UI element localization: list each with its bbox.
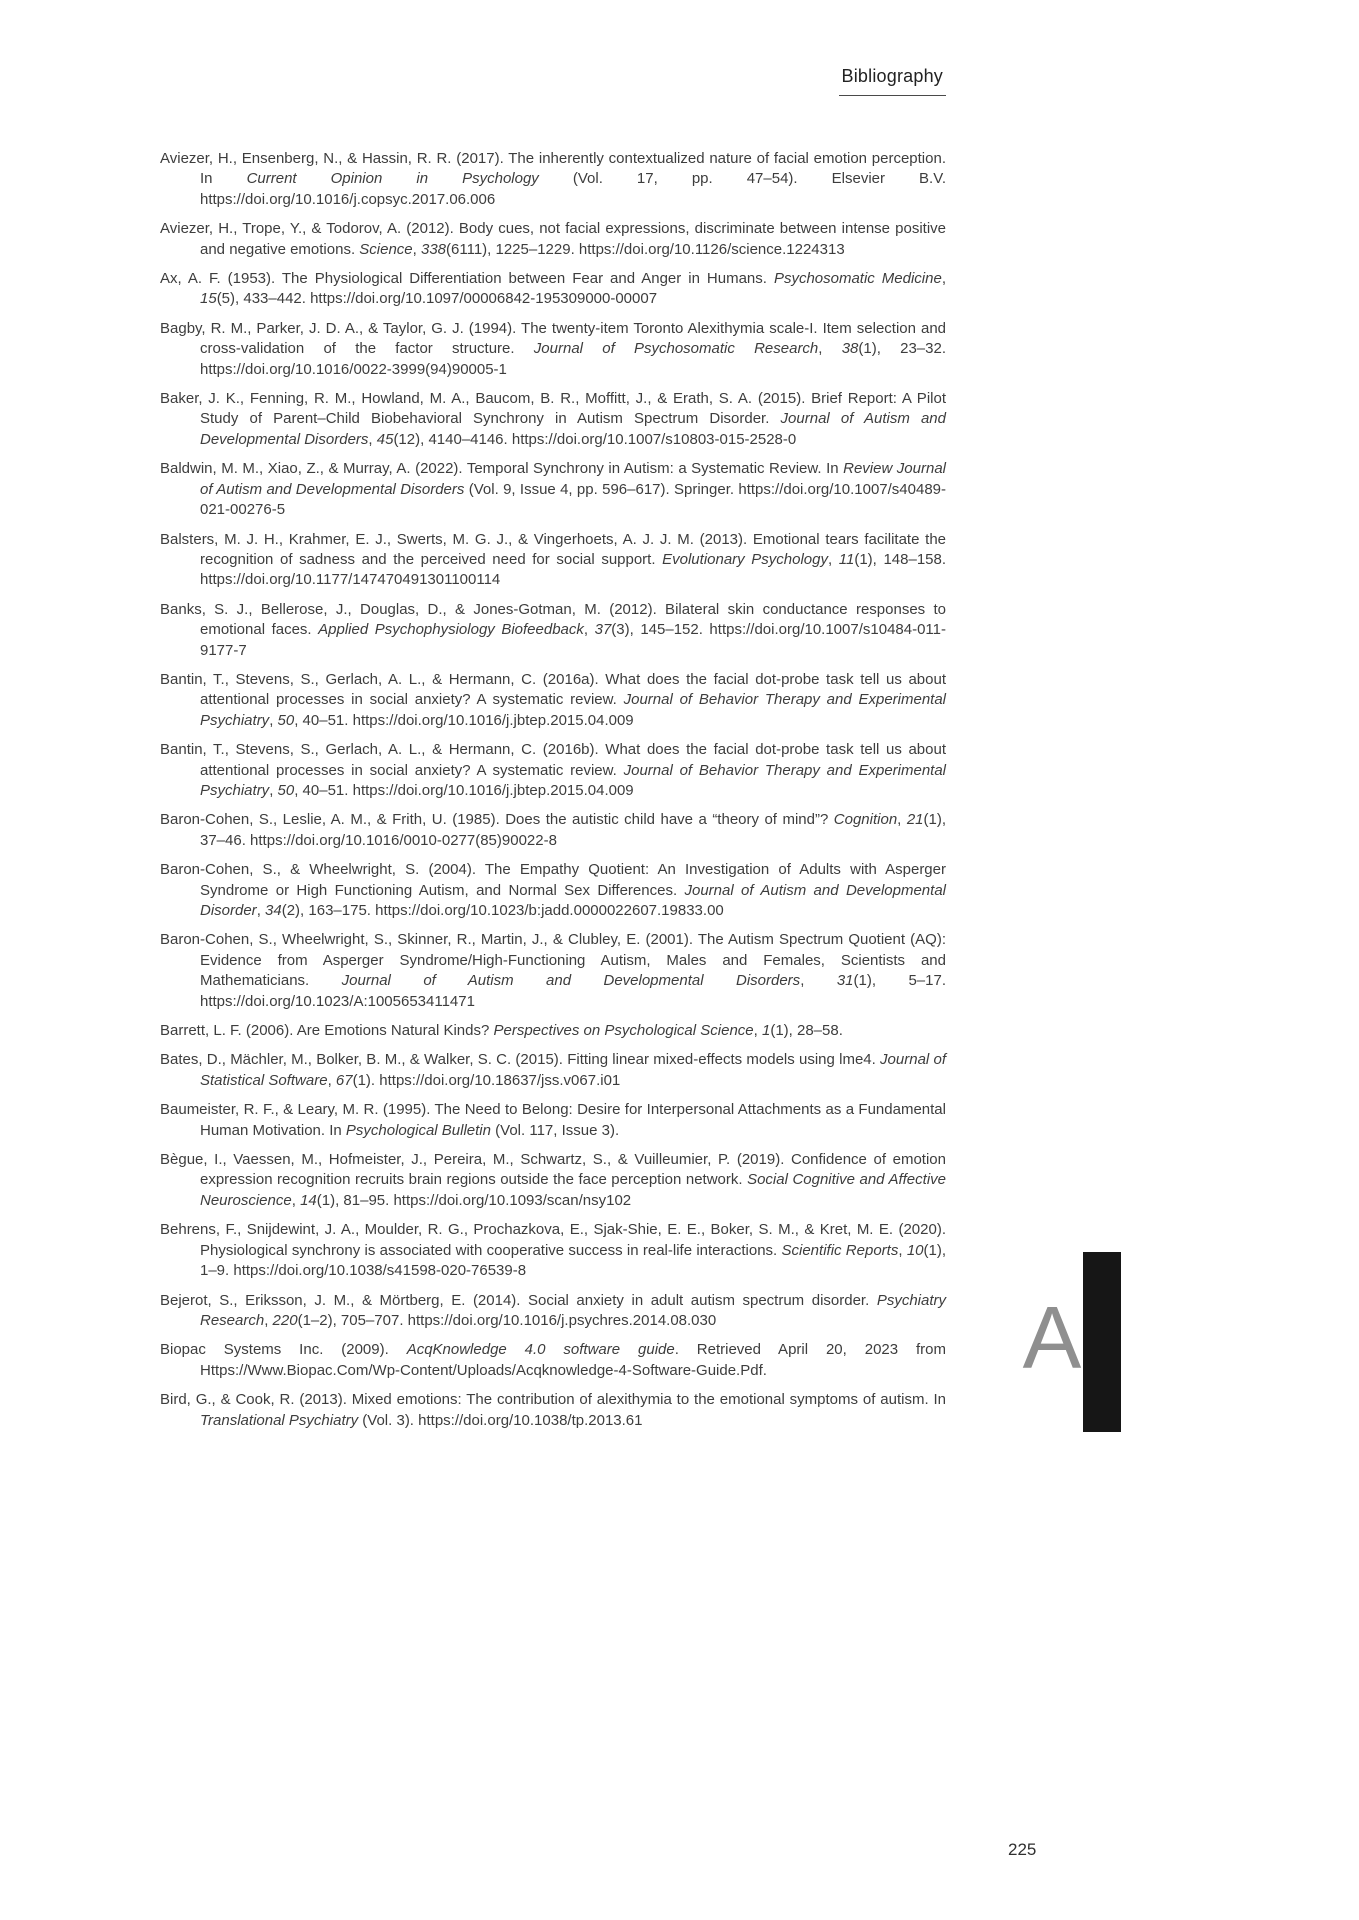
reference-text-segment: (1), 1–9. https://doi.org/10.1038/s41598-020-76539-8: [200, 1241, 946, 1280]
page-header: [839, 66, 946, 96]
reference-italic-segment: 34: [265, 902, 282, 919]
reference-text-segment: ,: [898, 1241, 907, 1259]
reference-italic-segment: Journal of Statistical Software: [200, 1051, 947, 1089]
reference-italic-segment: Psychiatry Research: [200, 1291, 946, 1329]
reference-italic-segment: Review Journal of Autism and Developmental Disorders: [200, 460, 947, 498]
reference-text-segment: Biopac Systems Inc. (2009).: [160, 1341, 407, 1359]
reference-entry: [160, 219, 946, 260]
reference-entry: [160, 530, 946, 591]
reference-italic-segment: Journal of Behavior Therapy and Experimental Psychiatry: [200, 761, 947, 799]
reference-text-segment: Baker, J. K., Fenning, R. M., Howland, M. A., Baucom, B. R., Moffitt, J., & Erath, S. A. (2015). Brief Report: A Pilot Study of Parent–Child Biobehavioral Synchrony in Autism Spectrum Disorder.: [160, 390, 946, 428]
reference-italic-segment: 67: [335, 1071, 353, 1089]
reference-text-segment: Baron-Cohen, S., & Wheelwright, S. (2004). The Empathy Quotient: An Investigation of Adults with Asperger Syndrome or High Functioning Autism, and Normal Sex Differences.: [160, 861, 946, 899]
reference-text-segment: Bantin, T., Stevens, S., Gerlach, A. L., & Hermann, C. (2016b). What does the facial dot-probe task tell us about attentional processes in social anxiety? A systematic review.: [160, 741, 946, 779]
reference-text-segment: ,: [583, 621, 595, 639]
reference-text-segment: (1), 148–158. https://doi.org/10.1177/147470491301100114: [200, 550, 947, 589]
reference-text-segment: (1), 5–17. https://doi.org/10.1023/A:1005653411471: [200, 972, 946, 1010]
reference-entry: [160, 670, 946, 731]
reference-entry: [160, 1050, 946, 1091]
reference-text-segment: Bejerot, S., Eriksson, J. M., & Mörtberg, E. (2014). Social anxiety in adult autism spectrum disorder.: [160, 1291, 877, 1309]
reference-italic-segment: Applied Psychophysiology Biofeedback: [318, 621, 584, 639]
reference-entry: [160, 1340, 946, 1381]
reference-italic-segment: 338: [421, 240, 447, 258]
reference-text-segment: Bates, D., Mächler, M., Bolker, B. M., & Walker, S. C. (2015). Fitting linear mixed-effects models using lme4.: [160, 1051, 881, 1069]
reference-entry: [160, 930, 946, 1012]
reference-entry: [160, 269, 946, 310]
section-tab-bar: [1083, 1252, 1121, 1432]
reference-italic-segment: 38: [841, 340, 859, 358]
reference-italic-segment: Evolutionary Psychology: [662, 550, 828, 568]
reference-italic-segment: 220: [272, 1311, 298, 1329]
reference-entry: [160, 149, 946, 210]
reference-italic-segment: Journal of Behavior Therapy and Experimental Psychiatry: [200, 691, 947, 729]
reference-text-segment: ,: [368, 430, 377, 448]
reference-entry: [160, 389, 946, 450]
reference-text-segment: Baron-Cohen, S., Wheelwright, S., Skinner, R., Martin, J., & Clubley, E. (2001). The Autism Spectrum Quotient (AQ): Evidence from Asperger Syndrome/High-Functioning Autism, Males and Females, Scientists and Mathematicians.: [160, 931, 946, 990]
reference-text-segment: Bagby, R. M., Parker, J. D. A., & Taylor, G. J. (1994). The twenty-item Toronto Alexithymia scale-I. Item selection and cross-validation of the factor structure.: [160, 319, 946, 358]
reference-italic-segment: Journal of Autism and Developmental Disorder: [200, 881, 946, 919]
reference-italic-segment: Cognition: [833, 811, 898, 829]
reference-italic-segment: 31: [836, 972, 854, 990]
reference-entry: [160, 1100, 946, 1141]
reference-text-segment: (5), 433–442. https://doi.org/10.1097/00006842-195309000-00007: [216, 290, 658, 308]
reference-entry: [160, 1390, 946, 1431]
reference-text-segment: Banks, S. J., Bellerose, J., Douglas, D., & Jones-Gotman, M. (2012). Bilateral skin conductance responses to emotional faces.: [160, 600, 946, 639]
reference-italic-segment: 21: [906, 811, 924, 829]
reference-italic-segment: Journal of Autism and Developmental Disorders: [341, 972, 801, 990]
reference-text-segment: ,: [800, 972, 837, 990]
reference-italic-segment: Current Opinion in Psychology: [246, 170, 539, 188]
reference-entry: [160, 1220, 946, 1281]
reference-text-segment: (1), 81–95. https://doi.org/10.1093/scan/nsy102: [316, 1191, 632, 1209]
reference-text-segment: ,: [264, 1311, 273, 1329]
reference-entry: [160, 860, 946, 921]
page-title: Bibliography: [839, 66, 946, 96]
reference-text-segment: (2), 163–175. https://doi.org/10.1023/b:jadd.0000022607.19833.00: [281, 902, 724, 919]
reference-text-segment: (Vol. 17, pp. 47–54). Elsevier B.V. https://doi.org/10.1016/j.copsyc.2017.06.006: [200, 170, 946, 208]
reference-italic-segment: 15: [200, 290, 217, 308]
reference-text-segment: (Vol. 117, Issue 3).: [490, 1121, 620, 1139]
reference-text-segment: ,: [291, 1191, 301, 1209]
reference-text-segment: (1), 23–32. https://doi.org/10.1016/0022-3999(94)90005-1: [200, 340, 946, 378]
reference-italic-segment: 1: [761, 1022, 771, 1040]
reference-list: [160, 149, 946, 1440]
reference-text-segment: Baron-Cohen, S., Leslie, A. M., & Frith, U. (1985). Does the autistic child have a “theory of mind”?: [160, 811, 834, 829]
reference-text-segment: (Vol. 9, Issue 4, pp. 596–617). Springer. https://doi.org/10.1007/s40489-021-00276-5: [200, 480, 947, 519]
reference-text-segment: Bantin, T., Stevens, S., Gerlach, A. L., & Hermann, C. (2016a). What does the facial dot-probe task tell us about attentional processes in social anxiety? A systematic review.: [160, 670, 946, 709]
reference-italic-segment: 14: [300, 1191, 317, 1209]
reference-text-segment: Bird, G., & Cook, R. (2013). Mixed emotions: The contribution of alexithymia to the emotional symptoms of autism. In: [160, 1391, 946, 1409]
reference-text-segment: Bègue, I., Vaessen, M., Hofmeister, J., Pereira, M., Schwartz, S., & Vuilleumier, P. (2019). Confidence of emotion expression recognition recruits brain regions outside the face perception network.: [160, 1151, 946, 1189]
reference-italic-segment: Psychological Bulletin: [345, 1121, 491, 1139]
reference-entry: [160, 600, 946, 661]
reference-text-segment: Behrens, F., Snijdewint, J. A., Moulder, R. G., Prochazkova, E., Sjak-Shie, E. E., Boker, S. M., & Kret, M. E. (2020). Physiological synchrony is associated with cooperative success in real-life interactions.: [160, 1221, 946, 1259]
reference-text-segment: (3), 145–152. https://doi.org/10.1007/s10484-011-9177-7: [200, 621, 946, 659]
reference-text-segment: ,: [941, 270, 946, 288]
reference-text-segment: ,: [753, 1022, 762, 1040]
reference-italic-segment: 50: [277, 711, 295, 729]
page-number: 225: [1008, 1840, 1037, 1859]
reference-entry: [160, 810, 946, 851]
reference-text-segment: Baldwin, M. M., Xiao, Z., & Murray, A. (2022). Temporal Synchrony in Autism: a Systematic Review. In: [160, 460, 844, 478]
reference-text-segment: ,: [412, 240, 421, 258]
reference-italic-segment: 37: [594, 621, 612, 639]
section-letter: A: [1022, 1288, 1082, 1387]
reference-text-segment: Barrett, L. F. (2006). Are Emotions Natural Kinds?: [160, 1022, 494, 1040]
reference-text-segment: (1), 28–58.: [770, 1022, 843, 1040]
reference-text-segment: ,: [818, 340, 842, 358]
reference-italic-segment: Journal of Psychosomatic Research: [533, 340, 819, 358]
reference-italic-segment: Translational Psychiatry: [200, 1411, 359, 1429]
reference-italic-segment: 10: [906, 1241, 924, 1259]
reference-italic-segment: AcqKnowledge 4.0 software guide: [406, 1341, 675, 1359]
reference-text-segment: (1), 37–46. https://doi.org/10.1016/0010-0277(85)90022-8: [200, 811, 946, 849]
reference-text-segment: (1–2), 705–707. https://doi.org/10.1016/j.psychres.2014.08.030: [297, 1311, 717, 1329]
reference-text-segment: (1). https://doi.org/10.18637/jss.v067.i01: [352, 1071, 621, 1089]
reference-italic-segment: Psychosomatic Medicine: [773, 270, 942, 288]
reference-text-segment: ,: [897, 811, 907, 829]
reference-text-segment: (6111), 1225–1229. https://doi.org/10.1126/science.1224313: [446, 240, 845, 258]
reference-text-segment: ,: [327, 1071, 336, 1089]
reference-text-segment: Aviezer, H., Ensenberg, N., & Hassin, R. R. (2017). The inherently contextualized nature of facial emotion perception. In: [160, 150, 946, 188]
reference-italic-segment: 11: [838, 550, 855, 568]
reference-entry: [160, 1150, 946, 1211]
reference-entry: [160, 319, 946, 380]
reference-italic-segment: 45: [376, 430, 394, 448]
reference-text-segment: Balsters, M. J. H., Krahmer, E. J., Swerts, M. G. J., & Vingerhoets, A. J. J. M. (2013). Emotional tears facilitate the recognition of sadness and the perceived need for social support.: [160, 530, 946, 568]
reference-text-segment: ,: [269, 711, 278, 729]
reference-italic-segment: Perspectives on Psychological Science: [493, 1022, 754, 1040]
reference-text-segment: ,: [256, 902, 266, 919]
reference-italic-segment: Scientific Reports: [781, 1241, 899, 1259]
reference-italic-segment: Social Cognitive and Affective Neuroscience: [200, 1171, 946, 1209]
reference-entry: [160, 1291, 946, 1332]
reference-text-segment: , 40–51. https://doi.org/10.1016/j.jbtep.2015.04.009: [294, 781, 634, 799]
reference-text-segment: ,: [827, 550, 839, 568]
reference-text-segment: . Retrieved April 20, 2023 from Https://Www.Biopac.Com/Wp-Content/Uploads/Acqknowledge-4-Software-Guide.Pdf.: [200, 1341, 946, 1379]
reference-text-segment: (Vol. 3). https://doi.org/10.1038/tp.2013.61: [358, 1411, 643, 1429]
reference-italic-segment: 50: [277, 781, 295, 799]
reference-entry: [160, 1021, 946, 1041]
reference-text-segment: Ax, A. F. (1953). The Physiological Differentiation between Fear and Anger in Humans.: [160, 270, 774, 288]
reference-italic-segment: Science: [359, 240, 413, 258]
reference-text-segment: ,: [269, 781, 278, 799]
reference-text-segment: Aviezer, H., Trope, Y., & Todorov, A. (2012). Body cues, not facial expressions, discriminate between intense positive and negative emotions.: [160, 220, 946, 258]
reference-entry: [160, 740, 946, 801]
reference-entry: [160, 459, 946, 520]
reference-text-segment: Baumeister, R. F., & Leary, M. R. (1995). The Need to Belong: Desire for Interpersonal Attachments as a Fundamental Human Motivation. In: [160, 1101, 946, 1139]
reference-text-segment: , 40–51. https://doi.org/10.1016/j.jbtep.2015.04.009: [294, 711, 634, 729]
reference-text-segment: (12), 4140–4146. https://doi.org/10.1007/s10803-015-2528-0: [393, 430, 797, 448]
reference-italic-segment: Journal of Autism and Developmental Disorders: [200, 410, 946, 448]
